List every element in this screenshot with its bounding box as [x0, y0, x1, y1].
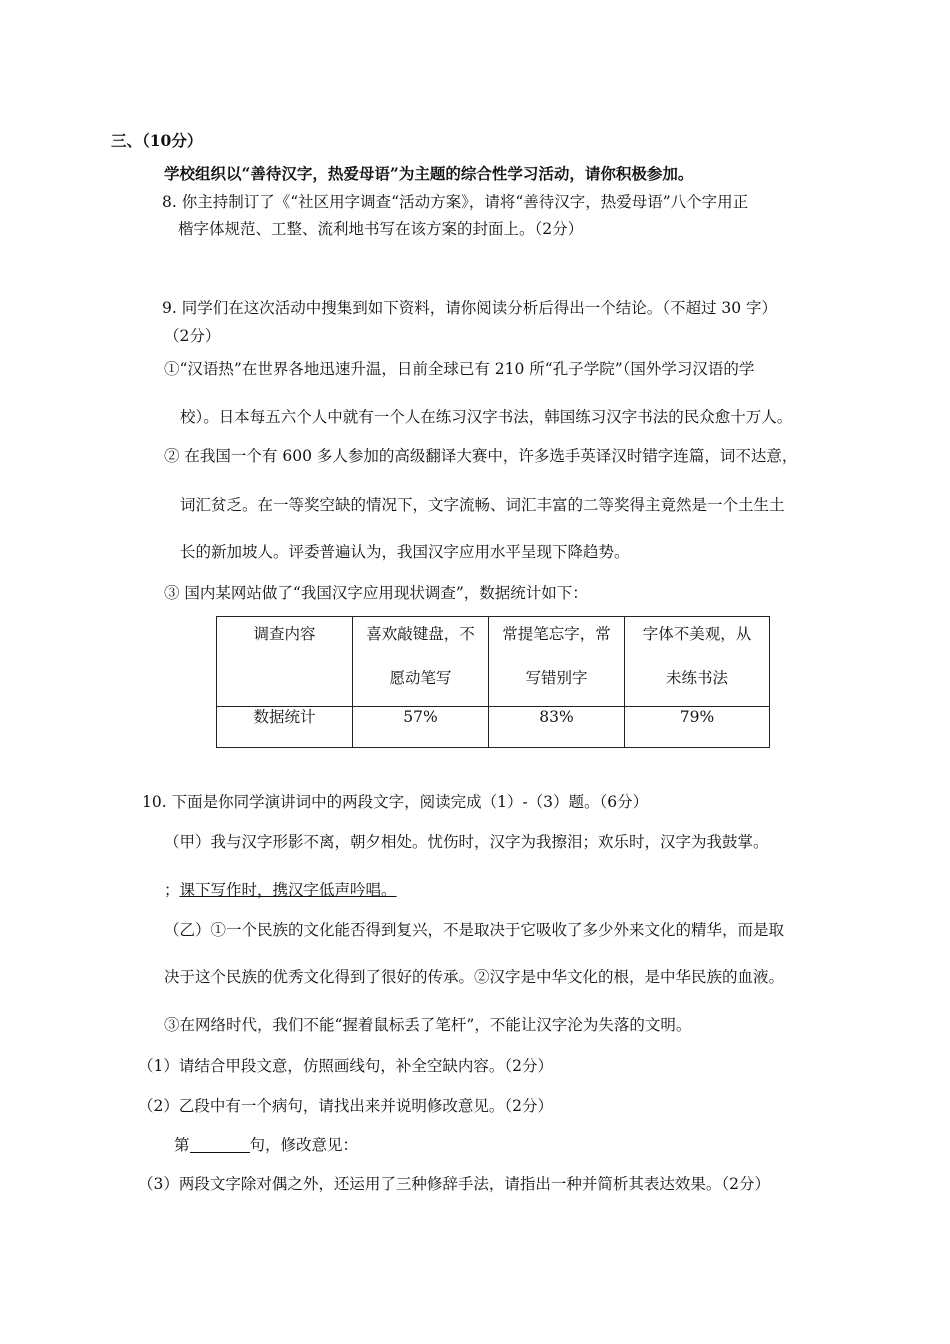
passage-yi-line2: 决于这个民族的优秀文化得到了很好的传承。②汉字是中华文化的根，是中华民族的血液。 [164, 968, 785, 986]
material3-line1: ③ 国内某网站做了“我国汉字应用现状调查”，数据统计如下： [164, 584, 588, 602]
q8-line1: 8. 你主持制订了《“社区用字调查“活动方案》，请将“善待汉字，热爱母语”八个字用正 [162, 193, 749, 211]
material2-line1: ② 在我国一个有 600 多人参加的高级翻译大赛中，许多选手英译汉时错字连篇，词不达意， [164, 447, 798, 465]
q9-line2: （2分） [164, 327, 221, 345]
section-heading: 三、（10分） [111, 131, 203, 150]
table-value-2: 83% [489, 707, 625, 748]
passage-jia-line2 [164, 880, 397, 900]
q9-line1: 9. 同学们在这次活动中搜集到如下资料，请你阅读分析后得出一个结论。（不超过 30 字） [162, 299, 778, 317]
material2-line3: 长的新加坡人。评委普遍认为，我国汉字应用水平呈现下降趋势。 [180, 543, 630, 561]
q8-line2: 楷字体规范、工整、流利地书写在该方案的封面上。（2分） [178, 220, 584, 238]
sub-question-1: （1）请结合甲段文意，仿照画线句，补全空缺内容。（2分） [138, 1057, 553, 1075]
passage-jia: （甲）我与汉字形影不离，朝夕相处。忧伤时，汉字为我擦泪；欢乐时，汉字为我鼓掌。 [164, 833, 769, 851]
answer-prefix: 第 [174, 1136, 190, 1154]
passage-yi-line3: ③在网络时代，我们不能“握着鼠标丢了笔杆”，不能让汉字沦为失落的文明。 [164, 1016, 692, 1034]
jia-blank-prefix: ； [164, 881, 180, 899]
table-header-col1: 喜欢敲键盘，不 愿动笔写 [353, 617, 489, 707]
table-row-label: 数据统计 [217, 707, 353, 748]
answer-blank[interactable] [190, 1136, 250, 1153]
answer-suffix: 句，修改意见： [249, 1136, 359, 1154]
table-header-label: 调查内容 [217, 617, 353, 707]
table-value-3: 79% [625, 707, 770, 748]
sub-question-2-answer-line [174, 1135, 358, 1155]
material2-line2: 词汇贫乏。在一等奖空缺的情况下，文字流畅、词汇丰富的二等奖得主竟然是一个土生土 [180, 496, 785, 514]
table-header-col2: 常提笔忘字，常 写错别字 [489, 617, 625, 707]
sub-question-3: （3）两段文字除对偶之外，还运用了三种修辞手法，请指出一种并简析其表达效果。（2分） [138, 1175, 770, 1193]
table-header-col3: 字体不美观，从 未练书法 [625, 617, 770, 707]
sub-question-2: （2）乙段中有一个病句，请找出来并说明修改意见。（2分） [138, 1097, 553, 1115]
passage-yi-line1: （乙）①一个民族的文化能否得到复兴，不是取决于它吸收了多少外来文化的精华，而是取 [164, 921, 785, 939]
survey-table [216, 616, 770, 748]
material1-line1: ①“汉语热”在世界各地迅速升温，日前全球已有 210 所“孔子学院”（国外学习汉语的学 [164, 360, 755, 378]
material1-line2: 校）。日本每五六个人中就有一个人在练习汉字书法，韩国练习汉字书法的民众愈十万人。 [180, 408, 793, 426]
q10-line1: 10. 下面是你同学演讲词中的两段文字，阅读完成（1）-（3）题。（6分） [142, 793, 649, 811]
section-intro: 学校组织以“善待汉字，热爱母语”为主题的综合性学习活动，请你积极参加。 [164, 164, 694, 183]
table-value-1: 57% [353, 707, 489, 748]
underlined-sentence: 课下写作时，携汉字低声吟唱。 [179, 881, 397, 899]
